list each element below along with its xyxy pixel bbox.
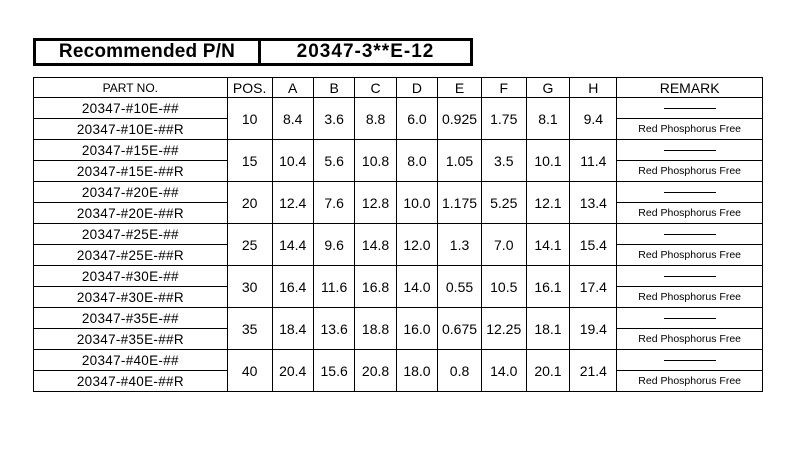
part-number-cell: 20347-#35E-##: [34, 308, 228, 329]
dimension-g-cell: 16.1: [526, 266, 570, 308]
part-number-cell: 20347-#30E-##R: [34, 287, 228, 308]
position-count-cell: 40: [227, 350, 272, 392]
remark-none-dash: [664, 192, 716, 193]
dimension-b-cell: 7.6: [313, 182, 354, 224]
position-count-cell: 10: [227, 98, 272, 140]
recommended-pn-value: 20347-3**E-12: [296, 41, 435, 62]
header-pos: POS.: [227, 78, 272, 98]
header-part-no: PART NO.: [34, 78, 228, 98]
dimension-a-cell: 10.4: [272, 140, 313, 182]
dimension-e-cell: 0.925: [438, 98, 482, 140]
dimension-g-cell: 20.1: [526, 350, 570, 392]
dimension-b-cell: 11.6: [313, 266, 354, 308]
part-number-cell: 20347-#20E-##: [34, 182, 228, 203]
remark-text: Red Phosphorus Free: [617, 160, 762, 181]
remark-none-dash: [664, 318, 716, 319]
dimension-b-cell: 9.6: [313, 224, 354, 266]
header-g: G: [526, 78, 570, 98]
dimension-g-cell: 10.1: [526, 140, 570, 182]
dimension-a-cell: 8.4: [272, 98, 313, 140]
dimension-d-cell: 14.0: [396, 266, 437, 308]
dimension-e-cell: 1.05: [438, 140, 482, 182]
remark-text: Red Phosphorus Free: [617, 118, 762, 139]
dimension-h-cell: 15.4: [570, 224, 617, 266]
part-number-cell: 20347-#10E-##R: [34, 119, 228, 140]
part-number-cell: 20347-#40E-##: [34, 350, 228, 371]
recommended-pn-box: [33, 38, 473, 66]
remark-text: Red Phosphorus Free: [617, 202, 762, 223]
table-row: [34, 350, 763, 371]
dimension-a-cell: 20.4: [272, 350, 313, 392]
position-count-cell: 20: [227, 182, 272, 224]
header-remark: REMARK: [617, 78, 763, 98]
dimension-c-cell: 14.8: [355, 224, 396, 266]
dimension-c-cell: 18.8: [355, 308, 396, 350]
dimension-d-cell: 18.0: [396, 350, 437, 392]
header-c: C: [355, 78, 396, 98]
table-header-row: [34, 78, 763, 98]
part-number-cell: 20347-#10E-##: [34, 98, 228, 119]
table-row: [34, 224, 763, 245]
remark-text: Red Phosphorus Free: [617, 244, 762, 265]
part-number-cell: 20347-#20E-##R: [34, 203, 228, 224]
dimension-h-cell: 13.4: [570, 182, 617, 224]
remark-cell: [617, 224, 763, 266]
remark-cell: [617, 308, 763, 350]
recommended-pn-label: Recommended P/N: [36, 41, 261, 63]
dimension-b-cell: 13.6: [313, 308, 354, 350]
header-d: D: [396, 78, 437, 98]
part-number-cell: 20347-#40E-##R: [34, 371, 228, 392]
dimension-a-cell: 18.4: [272, 308, 313, 350]
dimension-e-cell: 0.55: [438, 266, 482, 308]
part-number-cell: 20347-#35E-##R: [34, 329, 228, 350]
dimension-g-cell: 18.1: [526, 308, 570, 350]
table-row: [34, 308, 763, 329]
position-count-cell: 25: [227, 224, 272, 266]
header-h: H: [570, 78, 617, 98]
dimension-f-cell: 10.5: [481, 266, 526, 308]
header-a: A: [272, 78, 313, 98]
dimension-g-cell: 8.1: [526, 98, 570, 140]
part-number-cell: 20347-#30E-##: [34, 266, 228, 287]
dimension-f-cell: 12.25: [481, 308, 526, 350]
remark-cell: [617, 350, 763, 392]
remark-text: Red Phosphorus Free: [617, 328, 762, 349]
dimension-e-cell: 1.3: [438, 224, 482, 266]
dimension-h-cell: 17.4: [570, 266, 617, 308]
dimension-table: [33, 77, 763, 392]
dimension-e-cell: 0.8: [438, 350, 482, 392]
dimension-d-cell: 10.0: [396, 182, 437, 224]
header-f: F: [481, 78, 526, 98]
remark-none-dash: [664, 276, 716, 277]
dimension-h-cell: 9.4: [570, 98, 617, 140]
header-e: E: [438, 78, 482, 98]
remark-cell: [617, 182, 763, 224]
remark-cell: [617, 266, 763, 308]
dimension-c-cell: 8.8: [355, 98, 396, 140]
dimension-d-cell: 16.0: [396, 308, 437, 350]
dimension-f-cell: 1.75: [481, 98, 526, 140]
dimension-d-cell: 8.0: [396, 140, 437, 182]
table-row: [34, 266, 763, 287]
part-number-cell: 20347-#25E-##: [34, 224, 228, 245]
table-row: [34, 140, 763, 161]
dimension-c-cell: 12.8: [355, 182, 396, 224]
dimension-h-cell: 19.4: [570, 308, 617, 350]
table-row: [34, 182, 763, 203]
position-count-cell: 30: [227, 266, 272, 308]
remark-none-dash: [664, 108, 716, 109]
dimension-h-cell: 21.4: [570, 350, 617, 392]
dimension-c-cell: 10.8: [355, 140, 396, 182]
dimension-g-cell: 12.1: [526, 182, 570, 224]
dimension-d-cell: 12.0: [396, 224, 437, 266]
dimension-e-cell: 0.675: [438, 308, 482, 350]
remark-cell: [617, 140, 763, 182]
dimension-f-cell: 3.5: [481, 140, 526, 182]
dimension-g-cell: 14.1: [526, 224, 570, 266]
dimension-a-cell: 14.4: [272, 224, 313, 266]
part-number-cell: 20347-#15E-##: [34, 140, 228, 161]
dimension-b-cell: 5.6: [313, 140, 354, 182]
remark-none-dash: [664, 150, 716, 151]
position-count-cell: 35: [227, 308, 272, 350]
dimension-e-cell: 1.175: [438, 182, 482, 224]
remark-text: Red Phosphorus Free: [617, 370, 762, 391]
dimension-b-cell: 3.6: [313, 98, 354, 140]
table-row: [34, 98, 763, 119]
dimension-f-cell: 14.0: [481, 350, 526, 392]
remark-none-dash: [664, 234, 716, 235]
header-b: B: [313, 78, 354, 98]
dimension-d-cell: 6.0: [396, 98, 437, 140]
remark-cell: [617, 98, 763, 140]
dimension-f-cell: 5.25: [481, 182, 526, 224]
remark-text: Red Phosphorus Free: [617, 286, 762, 307]
dimension-a-cell: 16.4: [272, 266, 313, 308]
part-number-cell: 20347-#15E-##R: [34, 161, 228, 182]
dimension-b-cell: 15.6: [313, 350, 354, 392]
dimension-f-cell: 7.0: [481, 224, 526, 266]
dimension-h-cell: 11.4: [570, 140, 617, 182]
dimension-a-cell: 12.4: [272, 182, 313, 224]
part-number-cell: 20347-#25E-##R: [34, 245, 228, 266]
position-count-cell: 15: [227, 140, 272, 182]
dimension-c-cell: 20.8: [355, 350, 396, 392]
remark-none-dash: [664, 360, 716, 361]
dimension-c-cell: 16.8: [355, 266, 396, 308]
